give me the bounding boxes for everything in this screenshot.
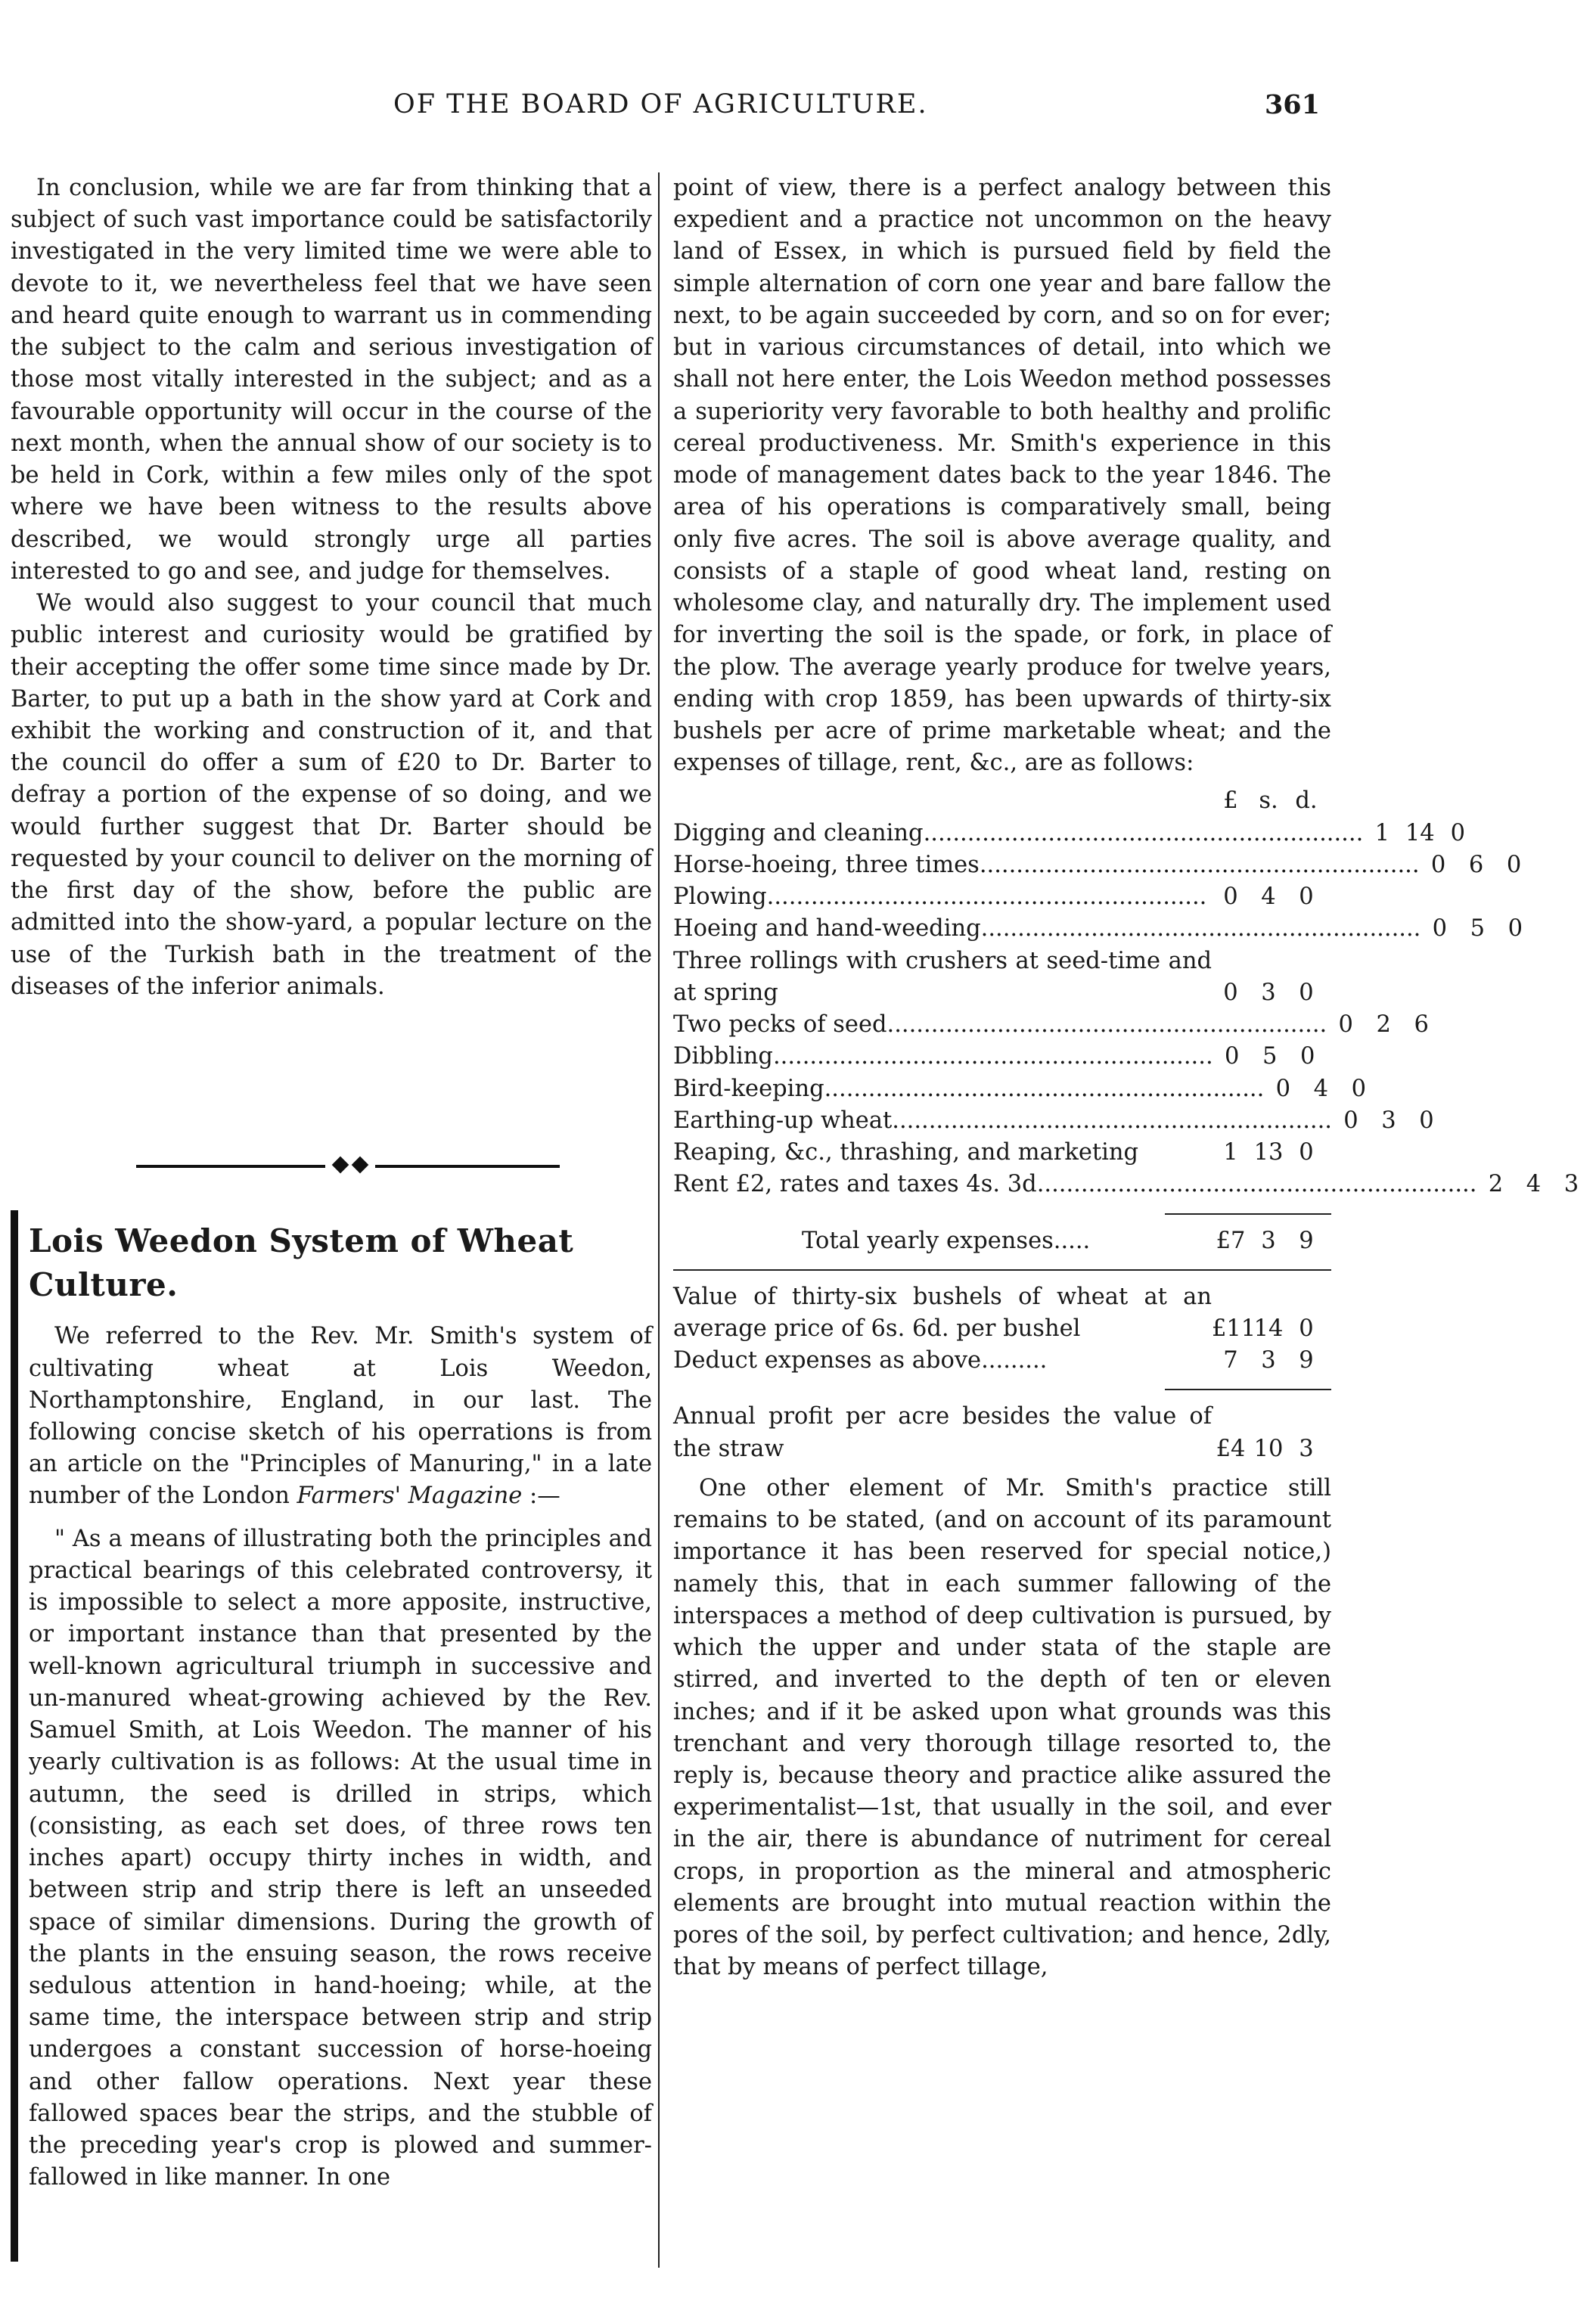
paragraph-opening: point of view, there is a perfect analogy between this expedient and a practice not uncommon on the heavy land of Essex, in which is pursued field by field the simple alternation of corn one year and bare fallow the next, to be again succeeded by corn, and so on for ever; but in various circumstances of detail, into which we shall not here enter, the Lois Weedon method possesses a superiority very favorable to both healthy and prolific cereal productiveness. Mr. Smith's experience in this mode of management dates back to the year 1846. The area of his operations is comparatively small, being only five acres. The soil is above average quality, and consists of a staple of good wheat land, resting on wholesome clay, and naturally dry. The implement used for inverting the soil is the spade, or fork, in place of the plow. The average yearly produce for twelve years, ending with crop 1859, has been upwards of thirty-six bushels per acre of prime marketable wheat; and the expenses of tillage, rent, &c., are as follows: bbox=[673, 175, 1331, 777]
profit-pence: 3 bbox=[1299, 1435, 1314, 1462]
expense-shillings: 5 bbox=[1262, 1043, 1278, 1070]
expense-item: Three rollings with crushers at seed-time and at spring bbox=[673, 947, 1212, 1006]
expense-pence: 6 bbox=[1414, 1011, 1429, 1039]
expense-rows bbox=[673, 818, 1579, 1201]
expense-row bbox=[673, 849, 1522, 881]
expense-shillings: 3 bbox=[1261, 979, 1276, 1006]
section-ornament bbox=[136, 1156, 560, 1175]
section-margin-bar bbox=[11, 1210, 18, 2262]
total-pounds: £7 bbox=[1216, 1227, 1246, 1254]
total-row bbox=[673, 1225, 1331, 1257]
total-pence: 9 bbox=[1299, 1227, 1314, 1254]
continuation bbox=[673, 1473, 1331, 1984]
total-rule bbox=[1165, 1213, 1331, 1215]
expense-shillings: 2 bbox=[1376, 1011, 1391, 1039]
expense-item: Bird-keeping............................................................ bbox=[673, 1075, 1265, 1102]
expense-pounds: 0 bbox=[1223, 979, 1238, 1006]
total-label: Total yearly expenses..... bbox=[802, 1227, 1091, 1254]
column-divider bbox=[658, 172, 660, 2268]
value-shillings: 14 bbox=[1253, 1315, 1284, 1342]
deduct-pence: 9 bbox=[1299, 1347, 1314, 1374]
intro-tail: :— bbox=[522, 1483, 560, 1510]
expense-row bbox=[673, 1073, 1367, 1105]
page-number: 361 bbox=[1264, 89, 1320, 120]
expense-pounds: 2 bbox=[1488, 1171, 1504, 1198]
expense-pence: 0 bbox=[1299, 883, 1314, 911]
currency-header bbox=[673, 785, 1331, 817]
expense-shillings: 4 bbox=[1313, 1075, 1329, 1102]
expense-pence: 0 bbox=[1299, 1043, 1315, 1070]
expense-item: Horse-hoeing, three times............................................................ bbox=[673, 851, 1420, 878]
deduct-shillings: 3 bbox=[1261, 1347, 1276, 1374]
section-quote: " As a means of illustrating both the principles and practical bearings of this celebrated controversy, it is impossible to select a more apposite, instructive, or important instance than that presented by the well-known agricultural triumph in successive and un-manured wheat-growing achieved by the Rev. Samuel Smith, at Lois Weedon. The manner of his yearly cultivation is as follows: At the usual time in autumn, the seed is drilled in strips, which (consisting, as each set does, of three rows ten inches apart) occupy thirty inches in width, and between strip and strip there is left an unseeded space of similar dimensions. During the growth of the plants in the ensuing season, the rows receive sedulous attention in hand-hoeing; while, at the same time, the interspace between strip and strip undergoes a constant succession of horse-hoeing and other fallow operations. Next year these fallowed spaces bear the strips, and the stubble of the preceding year's crop is plowed and summer-fallowed in like manner. In one bbox=[29, 1525, 652, 2191]
profit-shillings: 10 bbox=[1253, 1435, 1284, 1462]
expense-shillings: 6 bbox=[1468, 851, 1484, 878]
value-rule bbox=[673, 1269, 1331, 1271]
expense-pence: 0 bbox=[1299, 979, 1314, 1006]
deduct-row bbox=[673, 1345, 1331, 1377]
expense-pounds: 0 bbox=[1430, 851, 1446, 878]
expense-item: Earthing-up wheat............................................................ bbox=[673, 1107, 1332, 1134]
expense-row bbox=[673, 1105, 1434, 1137]
lois-weedon-section bbox=[29, 1219, 652, 2194]
expense-row bbox=[673, 1009, 1429, 1041]
value-label: Value of thirty-six bushels of wheat at an average price of 6s. 6d. per bushel bbox=[673, 1283, 1212, 1342]
expense-item: Dibbling............................................................ bbox=[673, 1043, 1213, 1070]
shillings-header: s. bbox=[1259, 787, 1278, 815]
expense-pounds: 1 bbox=[1223, 1139, 1238, 1166]
expense-shillings: 14 bbox=[1405, 819, 1435, 846]
page-header bbox=[0, 89, 1350, 135]
right-column bbox=[673, 172, 1579, 1984]
section-heading: Lois Weedon System of Wheat Culture. bbox=[29, 1222, 574, 1304]
magazine-title: Farmers' Magazine bbox=[297, 1483, 523, 1510]
left-column bbox=[11, 172, 652, 1003]
expense-row bbox=[673, 881, 1331, 913]
pence-header: d. bbox=[1295, 787, 1318, 815]
expense-shillings: 4 bbox=[1261, 883, 1276, 911]
profit-label: Annual profit per acre besides the value of the straw bbox=[673, 1403, 1212, 1462]
expense-pence: 3 bbox=[1563, 1171, 1579, 1198]
expense-row bbox=[673, 913, 1523, 945]
deduct-label: Deduct expenses as above......... bbox=[673, 1347, 1048, 1374]
paragraph-closing: One other element of Mr. Smith's practice still remains to be stated, (and on account of its paramount importance it has been reserved for special notice,) namely this, that in each summer fallowing of the interspaces a method of deep cultivation is pursued, by which the upper and under stata of the staple are stirred, and inverted to the depth of ten or eleven inches; and if it be asked upon what grounds was this trenchant and very thorough tillage resorted to, the reply is, because theory and practice alike assured the experimentalist—1st, that usually in the soil, and ever in the air, there is abundance of nutriment for cereal crops, in proportion as the mineral and atmospheric elements are brought into mutual reaction within the pores of the soil, by perfect cultivation; and hence, 2dly, that by means of perfect tillage, bbox=[673, 1474, 1331, 1981]
expense-shillings: 4 bbox=[1526, 1171, 1542, 1198]
expense-pounds: 0 bbox=[1275, 1075, 1291, 1102]
section-intro bbox=[29, 1321, 652, 1512]
expense-shillings: 5 bbox=[1470, 915, 1486, 942]
expense-item: Plowing............................................................ bbox=[673, 883, 1207, 911]
expense-pounds: 0 bbox=[1224, 1043, 1240, 1070]
expense-pence: 0 bbox=[1351, 1075, 1367, 1102]
expense-shillings: 3 bbox=[1381, 1107, 1396, 1134]
expense-pence: 0 bbox=[1419, 1107, 1434, 1134]
expense-shillings: 13 bbox=[1253, 1139, 1284, 1166]
deduct-pounds: 7 bbox=[1223, 1347, 1238, 1374]
expense-pence: 0 bbox=[1508, 915, 1523, 942]
expense-row bbox=[673, 946, 1331, 1009]
profit-row bbox=[673, 1401, 1331, 1464]
expense-row bbox=[673, 1041, 1331, 1073]
expense-pence: 0 bbox=[1299, 1139, 1314, 1166]
expense-row bbox=[673, 818, 1465, 849]
expense-item: Rent £2, rates and taxes 4s. 3d............................................................ bbox=[673, 1171, 1477, 1198]
expense-item: Digging and cleaning............................................................ bbox=[673, 819, 1364, 846]
pounds-header: £ bbox=[1223, 787, 1238, 815]
paragraph-conclusion: In conclusion, while we are far from thinking that a subject of such vast importance could be satisfactorily investigated in the very limited time we were able to devote to it, we nevertheless feel that we have seen and heard quite enough to warrant us in commending the subject to the calm and serious investigation of those most vitally interested in the subject; and as a favourable opportunity will occur in the course of the next month, when the annual show of our society is to be held in Cork, within a few miles only of the spot where we have been witness to the results above described, we would strongly urge all parties interested to go and see, and judge for themselves. bbox=[11, 175, 652, 585]
expense-table bbox=[673, 785, 1579, 1464]
expense-item: Reaping, &c., thrashing, and marketing bbox=[673, 1139, 1139, 1166]
expense-pence: 0 bbox=[1506, 851, 1522, 878]
intro-text: We referred to the Rev. Mr. Smith's system of cultivating wheat at Lois Weedon, Northamptonshire, England, in our last. The following concise sketch of his operrations is from an article on the "Principles of Manuring," in a late number of the London bbox=[29, 1323, 652, 1510]
value-pounds: £11 bbox=[1212, 1315, 1256, 1342]
expense-item: Two pecks of seed............................................................ bbox=[673, 1011, 1327, 1039]
expense-row bbox=[673, 1169, 1579, 1200]
expense-row bbox=[673, 1137, 1331, 1169]
value-pence: 0 bbox=[1299, 1315, 1314, 1342]
paragraph-suggestion: We would also suggest to your council that much public interest and curiosity would be gratified by their accepting the offer some time since made by Dr. Barter, to put up a bath in the show yard at Cork and exhibit the working and construction of it, and that the council do offer a sum of £20 to Dr. Barter to defray a portion of the expense of so doing, and we would further suggest that Dr. Barter should be requested by your council to deliver on the morning of the first day of the show, before the public are admitted into the show-yard, a popular lecture on the use of the Turkish bath in the treatment of the diseases of the inferior animals. bbox=[11, 590, 652, 1000]
expense-pounds: 0 bbox=[1223, 883, 1238, 911]
expense-pounds: 1 bbox=[1374, 819, 1390, 846]
value-row bbox=[673, 1281, 1331, 1345]
running-title: OF THE BOARD OF AGRICULTURE. bbox=[393, 89, 928, 120]
expense-pounds: 0 bbox=[1432, 915, 1448, 942]
profit-pounds: £4 bbox=[1216, 1435, 1246, 1462]
expense-pounds: 0 bbox=[1338, 1011, 1353, 1039]
expense-item: Hoeing and hand-weeding............................................................ bbox=[673, 915, 1421, 942]
expense-pence: 0 bbox=[1450, 819, 1465, 846]
profit-rule bbox=[1165, 1389, 1331, 1390]
total-shillings: 3 bbox=[1261, 1227, 1276, 1254]
expense-pounds: 0 bbox=[1343, 1107, 1358, 1134]
